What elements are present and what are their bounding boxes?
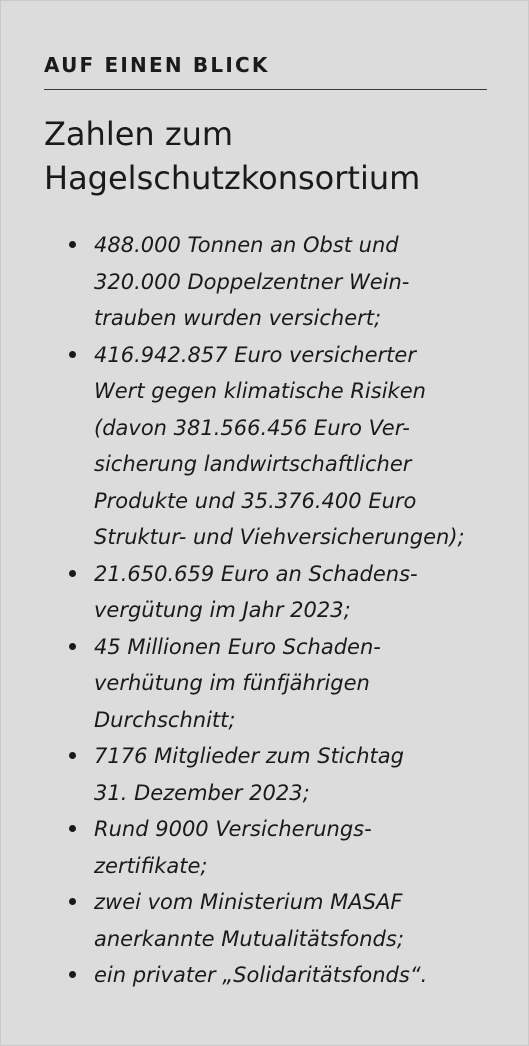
item-line: ein privater „Solidaritätsfonds“. (94, 963, 428, 987)
list-item (66, 629, 506, 739)
box-title (44, 112, 484, 200)
title-line: Zahlen zum (44, 115, 234, 153)
list-item (66, 556, 506, 629)
item-line: 45 Millionen Euro Schaden- (94, 634, 381, 659)
list-item (66, 738, 506, 811)
item-line: verhütung im fünfjährigen (94, 671, 370, 695)
bullet-icon (69, 643, 76, 650)
item-line: 7176 Mitglieder zum Stichtag (94, 744, 404, 768)
facts-list (66, 227, 506, 994)
bullet-icon (69, 971, 76, 978)
item-line: zwei vom Ministerium MASAF (94, 890, 403, 914)
list-item (66, 957, 506, 994)
item-line: 320.000 Doppelzentner Wein- (94, 269, 410, 294)
item-line: Wert gegen klimatische Risiken (94, 379, 426, 403)
bullet-icon (69, 570, 76, 577)
item-line: vergütung im Jahr 2023; (94, 598, 351, 622)
item-line: 488.000 Tonnen an Obst und (94, 233, 399, 257)
item-line: Durchschnitt; (94, 707, 236, 732)
item-line: sicherung landwirtschaftlicher (94, 452, 412, 476)
divider (44, 89, 487, 90)
item-line: Struktur- und Viehversicherungen); (94, 525, 465, 549)
item-line: Produkte und 35.376.400 Euro (94, 488, 417, 513)
bullet-icon (69, 241, 76, 248)
item-line: 31. Dezember 2023; (94, 780, 310, 805)
list-item (66, 811, 506, 884)
item-line: 416.942.857 Euro versicherter (94, 342, 416, 367)
item-line: (davon 381.566.456 Euro Ver- (94, 415, 410, 440)
item-line: zertifikate; (94, 853, 208, 878)
bullet-icon (69, 825, 76, 832)
item-line: trauben wurden versichert; (94, 306, 382, 330)
list-item (66, 337, 506, 556)
title-line: Hagelschutzkonsortium (44, 159, 421, 197)
item-line: Rund 9000 Versicherungs- (94, 817, 372, 841)
bullet-icon (69, 351, 76, 358)
list-item (66, 227, 506, 337)
bullet-icon (69, 752, 76, 759)
list-item (66, 884, 506, 957)
bullet-icon (69, 898, 76, 905)
item-line: 21.650.659 Euro an Schadens- (94, 561, 418, 586)
box-kicker: AUF EINEN BLICK (44, 53, 270, 77)
item-line: anerkannte Mutualitätsfonds; (94, 926, 404, 951)
